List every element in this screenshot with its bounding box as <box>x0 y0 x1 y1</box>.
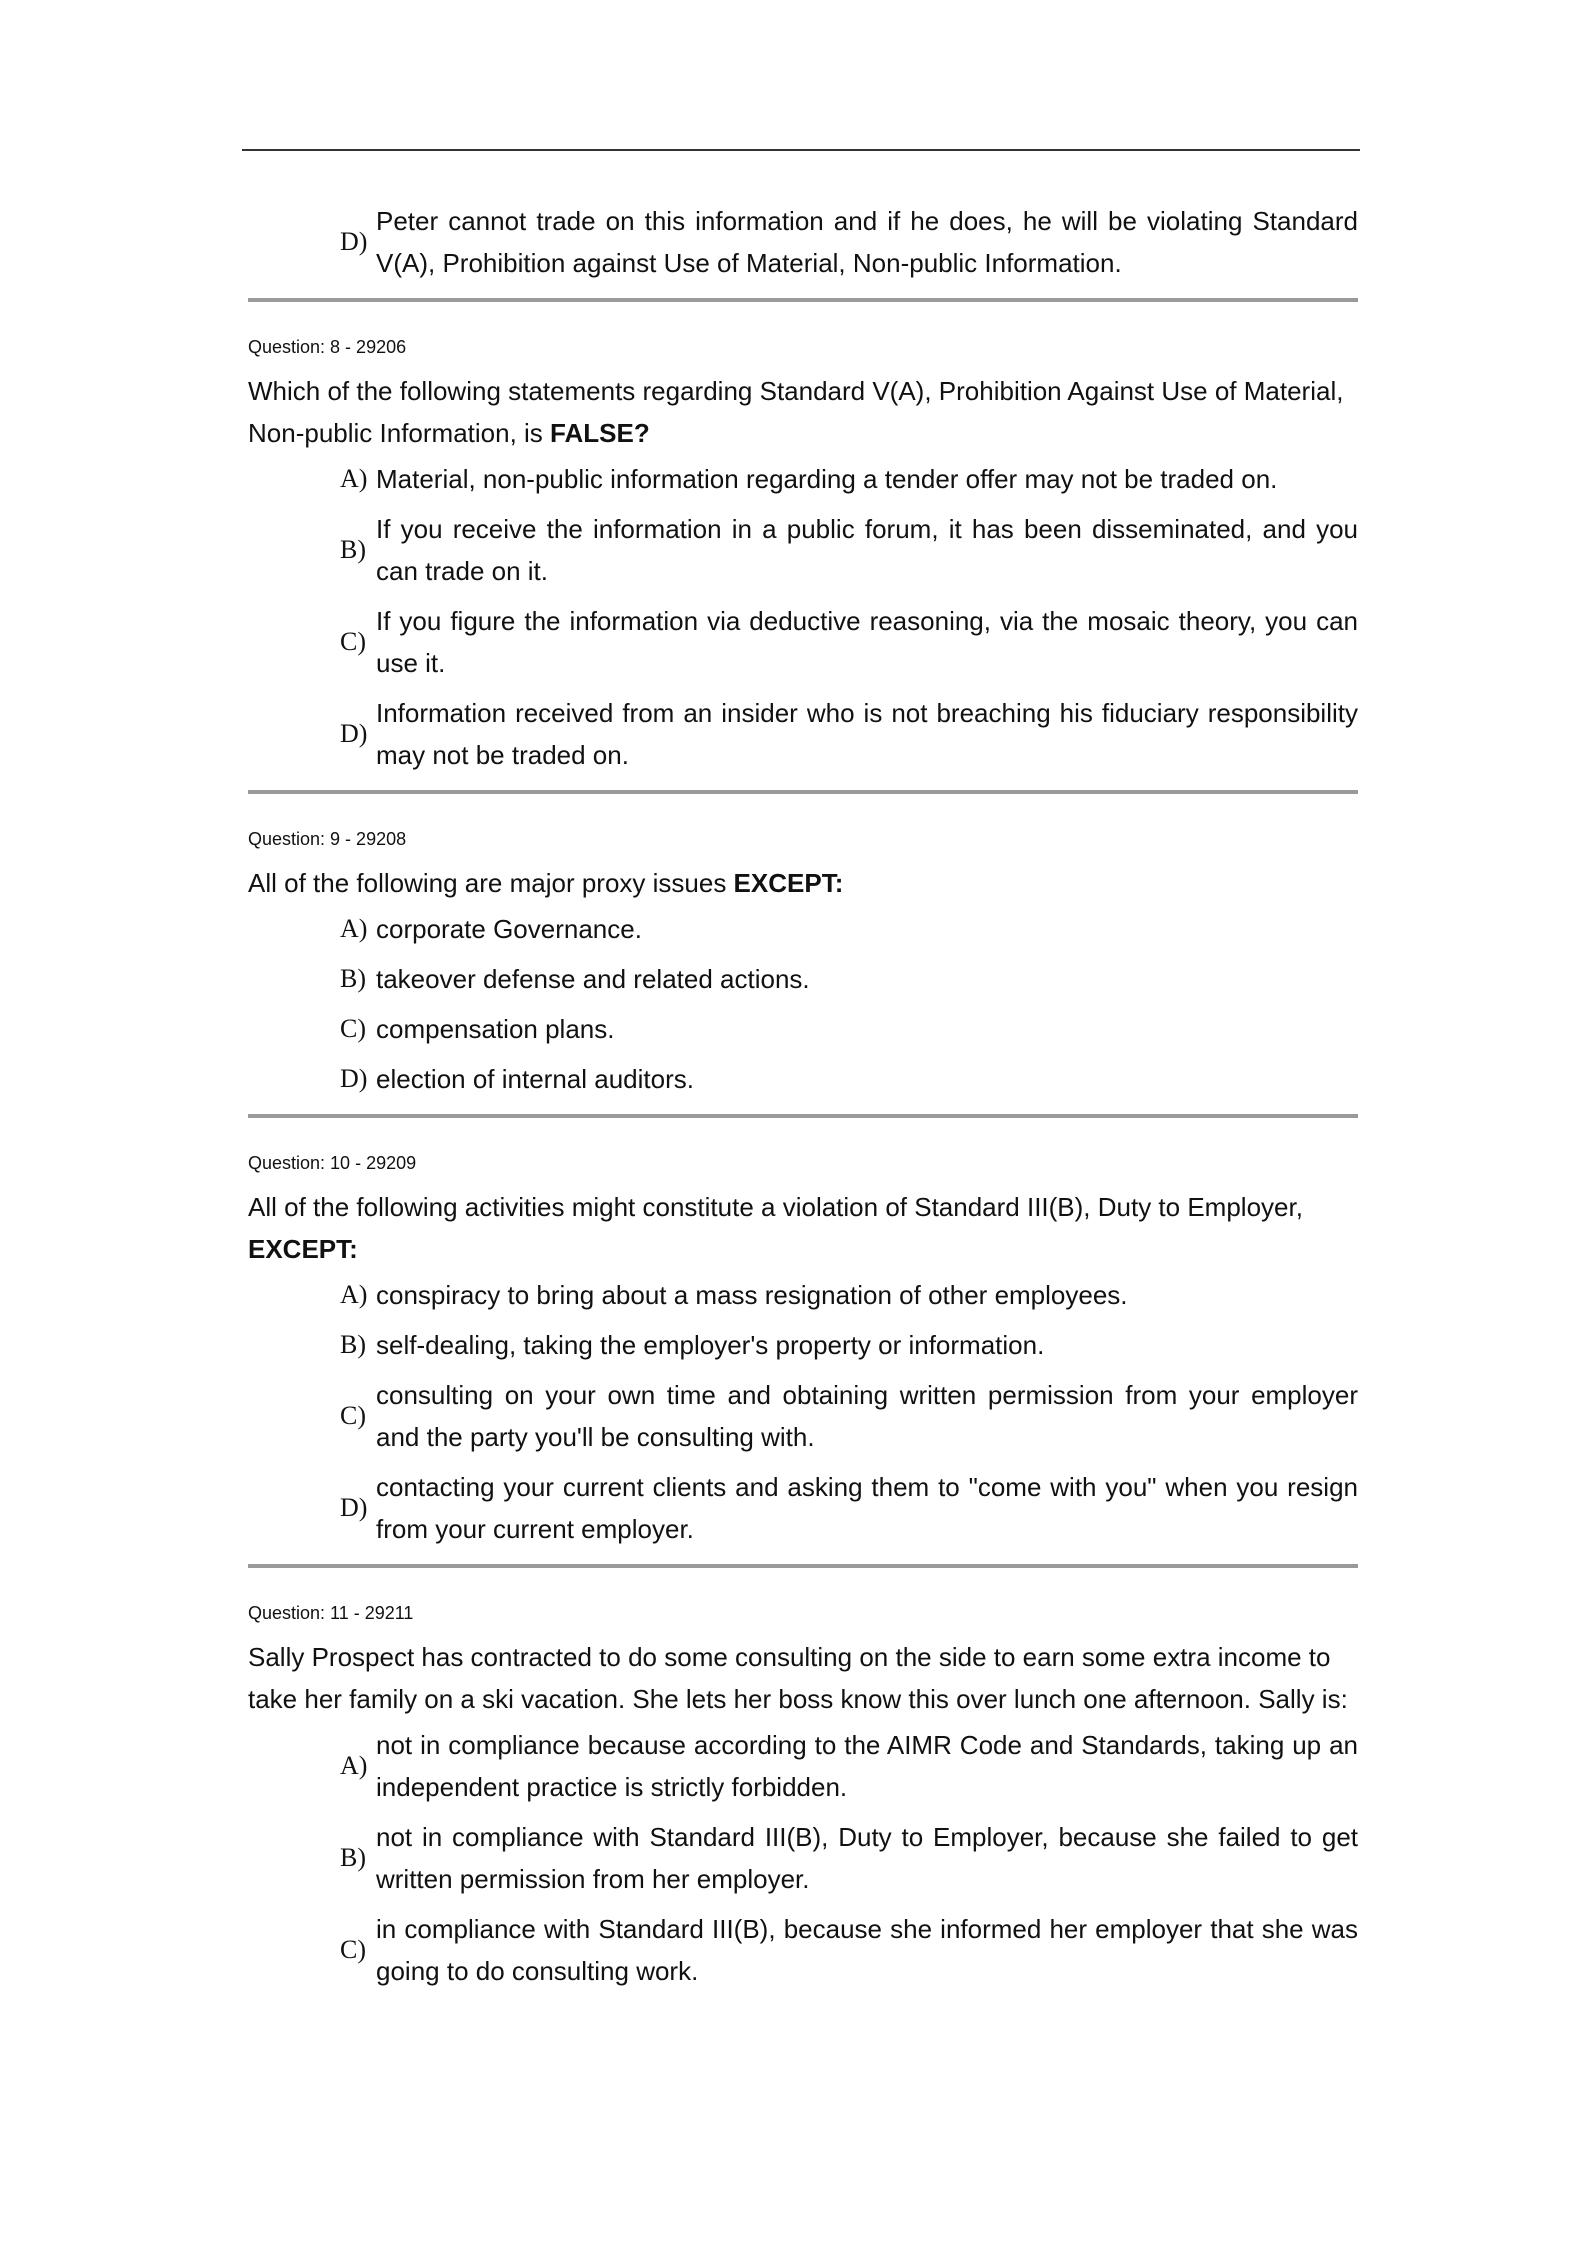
option-letter: B) <box>340 964 366 993</box>
option-text: not in compliance because according to the AIMR Code and Standards, taking up an independent practice is strictly forbidden. <box>376 1730 1358 1802</box>
page-content <box>248 200 1358 2000</box>
question-block <box>248 1602 1358 1992</box>
stem-text: Which of the following statements regarding Standard V(A), Prohibition Against Use of Material, Non-public Information, is <box>248 376 1344 448</box>
option-text: consulting on your own time and obtaining written permission from your employer and the party you'll be consulting with. <box>376 1380 1358 1452</box>
option-letter: D) <box>340 1493 368 1522</box>
question-stem <box>248 1186 1358 1270</box>
answer-option[interactable] <box>340 508 1358 592</box>
answer-option[interactable] <box>340 1374 1358 1458</box>
option-text: contacting your current clients and asking them to "come with you" when you resign from your current employer. <box>376 1472 1358 1544</box>
option-text: If you figure the information via deductive reasoning, via the mosaic theory, you can use it. <box>376 606 1358 678</box>
option-text: Peter cannot trade on this information and if he does, he will be violating Standard V(A), Prohibition against Use of Material, Non-public Information. <box>376 206 1358 278</box>
option-letter: B) <box>340 1330 366 1359</box>
option-letter: C) <box>340 1401 366 1430</box>
option-letter: C) <box>340 1014 366 1043</box>
question-separator <box>248 1114 1358 1118</box>
question-stem <box>248 370 1358 454</box>
option-text: not in compliance with Standard III(B), Duty to Employer, because she failed to get written permission from her employer. <box>376 1822 1358 1894</box>
question-stem <box>248 862 1358 904</box>
answer-option[interactable] <box>340 692 1358 776</box>
question-stem <box>248 1636 1358 1720</box>
option-letter: A) <box>340 464 368 493</box>
answer-option[interactable] <box>340 1324 1358 1366</box>
continued-question <box>248 200 1358 284</box>
option-text: Material, non-public information regarding a tender offer may not be traded on. <box>376 464 1278 494</box>
answer-option[interactable] <box>340 200 1358 284</box>
question-separator <box>248 1564 1358 1568</box>
option-letter: A) <box>340 914 368 943</box>
stem-emphasis: FALSE? <box>550 418 650 448</box>
option-text: compensation plans. <box>376 1014 615 1044</box>
option-text: corporate Governance. <box>376 914 642 944</box>
option-letter: B) <box>340 1843 366 1872</box>
question-id: Question: 10 - 29209 <box>248 1153 417 1173</box>
header-rule <box>242 149 1360 151</box>
stem-emphasis: EXCEPT: <box>248 1234 358 1264</box>
question-separator <box>248 790 1358 794</box>
option-text: If you receive the information in a public forum, it has been disseminated, and you can trade on it. <box>376 514 1358 586</box>
stem-emphasis: EXCEPT: <box>733 868 844 898</box>
answer-option[interactable] <box>340 1724 1358 1808</box>
option-letter: D) <box>340 1064 368 1093</box>
stem-text: All of the following activities might constitute a violation of Standard III(B), Duty to Employer, <box>248 1192 1303 1222</box>
option-letter: C) <box>340 627 366 656</box>
option-letter: C) <box>340 1935 366 1964</box>
answer-option[interactable] <box>340 1816 1358 1900</box>
option-text: in compliance with Standard III(B), because she informed her employer that she was going to do consulting work. <box>376 1914 1358 1986</box>
answer-option[interactable] <box>340 1466 1358 1550</box>
question-block <box>248 336 1358 776</box>
option-text: self-dealing, taking the employer's property or information. <box>376 1330 1045 1360</box>
option-text: Information received from an insider who is not breaching his fiduciary responsibility may not be traded on. <box>376 698 1358 770</box>
question-separator <box>248 298 1358 302</box>
option-letter: B) <box>340 535 366 564</box>
option-letter: A) <box>340 1280 368 1309</box>
answer-option[interactable] <box>340 1008 1358 1050</box>
question-block <box>248 1152 1358 1550</box>
option-letter: D) <box>340 719 368 748</box>
stem-text: All of the following are major proxy issues <box>248 868 734 898</box>
option-text: takeover defense and related actions. <box>376 964 810 994</box>
answer-option[interactable] <box>340 1908 1358 1992</box>
question-block <box>248 828 1358 1100</box>
question-id: Question: 8 - 29206 <box>248 337 407 357</box>
question-id: Question: 9 - 29208 <box>248 829 407 849</box>
stem-text: Sally Prospect has contracted to do some consulting on the side to earn some extra income to take her family on a ski vacation. She lets her boss know this over lunch one afternoon. Sally is: <box>248 1642 1348 1714</box>
answer-option[interactable] <box>340 958 1358 1000</box>
answer-option[interactable] <box>340 1274 1358 1316</box>
question-id: Question: 11 - 29211 <box>248 1603 414 1623</box>
answer-option[interactable] <box>340 600 1358 684</box>
answer-option[interactable] <box>340 458 1358 500</box>
option-letter: D) <box>340 227 368 256</box>
answer-option[interactable] <box>340 908 1358 950</box>
option-letter: A) <box>340 1751 368 1780</box>
option-text: conspiracy to bring about a mass resignation of other employees. <box>376 1280 1128 1310</box>
option-text: election of internal auditors. <box>376 1064 694 1094</box>
answer-option[interactable] <box>340 1058 1358 1100</box>
